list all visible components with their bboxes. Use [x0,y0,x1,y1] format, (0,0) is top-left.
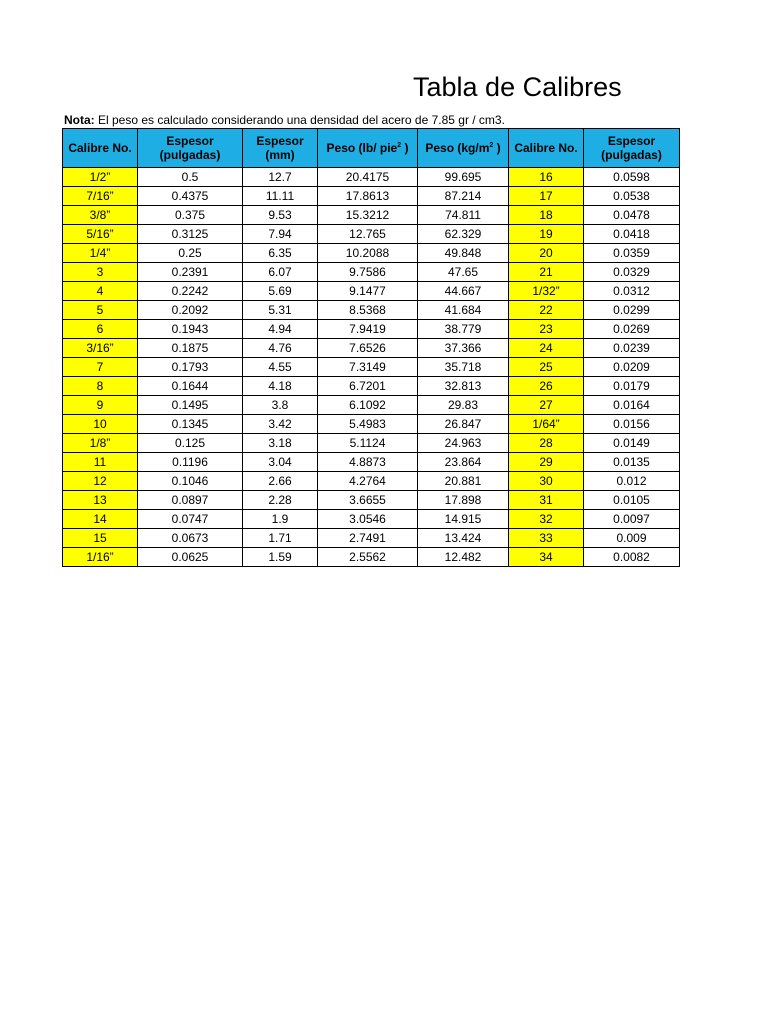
cell-espesor-mm: 1.9 [243,510,318,529]
cell-calibre: 34 [509,548,584,567]
cell-espesor-mm: 2.28 [243,491,318,510]
table-row [63,491,680,510]
table-row [63,244,680,263]
cell-espesor-pulgadas: 0.2242 [138,282,243,301]
cell-espesor-pulgadas: 0.0538 [584,187,680,206]
cell-peso-lb-pie2: 2.5562 [318,548,418,567]
cell-espesor-mm: 12.7 [243,168,318,187]
cell-espesor-mm: 4.94 [243,320,318,339]
table-row [63,301,680,320]
cell-calibre: 3/16” [63,339,138,358]
table-row [63,472,680,491]
cell-calibre: 24 [509,339,584,358]
cell-espesor-pulgadas: 0.0598 [584,168,680,187]
note [64,112,505,128]
gauge-table [62,128,680,567]
cell-peso-lb-pie2: 20.4175 [318,168,418,187]
cell-peso-lb-pie2: 10.2088 [318,244,418,263]
table-row [63,168,680,187]
cell-peso-kg-m2: 12.482 [418,548,509,567]
table-body [63,168,680,567]
cell-espesor-pulgadas: 0.1875 [138,339,243,358]
cell-espesor-pulgadas: 0.0312 [584,282,680,301]
cell-espesor-mm: 4.55 [243,358,318,377]
cell-espesor-pulgadas: 0.1046 [138,472,243,491]
cell-espesor-pulgadas: 0.0164 [584,396,680,415]
header-peso-kg-m2: Peso ($kg/m^2$ ) [418,129,509,168]
cell-espesor-pulgadas: 0.2391 [138,263,243,282]
cell-peso-lb-pie2: 5.4983 [318,415,418,434]
cell-calibre: 15 [63,529,138,548]
table-row [63,434,680,453]
cell-espesor-mm: 2.66 [243,472,318,491]
table-row [63,225,680,244]
cell-peso-kg-m2: 23.864 [418,453,509,472]
cell-peso-lb-pie2: 9.7586 [318,263,418,282]
note-text: El peso es calculado considerando una densidad del acero de 7.85 gr / cm3. [94,113,505,127]
table-row [63,415,680,434]
cell-espesor-pulgadas: 0.012 [584,472,680,491]
cell-peso-lb-pie2: 3.6655 [318,491,418,510]
cell-espesor-pulgadas: 0.009 [584,529,680,548]
cell-calibre: 7 [63,358,138,377]
cell-espesor-pulgadas: 0.0269 [584,320,680,339]
cell-calibre: 22 [509,301,584,320]
cell-espesor-mm: 1.59 [243,548,318,567]
cell-espesor-pulgadas: 0.0179 [584,377,680,396]
cell-peso-kg-m2: 20.881 [418,472,509,491]
header-calibre-1: Calibre No. [63,129,138,168]
cell-calibre: 11 [63,453,138,472]
cell-espesor-pulgadas: 0.0105 [584,491,680,510]
cell-espesor-mm: 5.69 [243,282,318,301]
cell-calibre: 30 [509,472,584,491]
cell-calibre: 28 [509,434,584,453]
cell-peso-kg-m2: 41.684 [418,301,509,320]
cell-calibre: 7/16” [63,187,138,206]
cell-calibre: 5 [63,301,138,320]
cell-calibre: 25 [509,358,584,377]
cell-calibre: 3 [63,263,138,282]
cell-peso-lb-pie2: 7.3149 [318,358,418,377]
cell-espesor-pulgadas: 0.1793 [138,358,243,377]
cell-calibre: 19 [509,225,584,244]
cell-espesor-pulgadas: 0.0478 [584,206,680,225]
cell-espesor-pulgadas: 0.2092 [138,301,243,320]
table-row [63,529,680,548]
cell-calibre: 3/8” [63,206,138,225]
cell-peso-kg-m2: 14.915 [418,510,509,529]
cell-calibre: 1/2” [63,168,138,187]
cell-espesor-pulgadas: 0.0418 [584,225,680,244]
cell-espesor-pulgadas: 0.0239 [584,339,680,358]
cell-peso-kg-m2: 87.214 [418,187,509,206]
cell-peso-lb-pie2: 6.1092 [318,396,418,415]
cell-espesor-pulgadas: 0.1644 [138,377,243,396]
table-row [63,377,680,396]
page-title: Tabla de Calibres [413,72,622,102]
cell-peso-lb-pie2: 15.3212 [318,206,418,225]
cell-peso-kg-m2: 13.424 [418,529,509,548]
table-row [63,320,680,339]
cell-calibre: 17 [509,187,584,206]
cell-calibre: 20 [509,244,584,263]
cell-espesor-pulgadas: 0.0359 [584,244,680,263]
cell-espesor-mm: 11.11 [243,187,318,206]
cell-espesor-pulgadas: 0.0149 [584,434,680,453]
header-peso-lb-pie2: Peso (lb/ pie$^2$ ) [318,129,418,168]
cell-espesor-pulgadas: 0.3125 [138,225,243,244]
header-espesor-pulgadas-2: Espesor (pulgadas) [584,129,680,168]
cell-espesor-pulgadas: 0.125 [138,434,243,453]
cell-espesor-pulgadas: 0.0299 [584,301,680,320]
cell-calibre: 18 [509,206,584,225]
cell-espesor-mm: 5.31 [243,301,318,320]
cell-calibre: 1/8” [63,434,138,453]
header-calibre-2: Calibre No. [509,129,584,168]
table-row [63,453,680,472]
cell-calibre: 10 [63,415,138,434]
cell-calibre: 26 [509,377,584,396]
cell-calibre: 33 [509,529,584,548]
cell-espesor-mm: 7.94 [243,225,318,244]
cell-espesor-pulgadas: 0.0209 [584,358,680,377]
cell-peso-kg-m2: 35.718 [418,358,509,377]
table-row [63,339,680,358]
cell-peso-lb-pie2: 4.2764 [318,472,418,491]
cell-peso-lb-pie2: 2.7491 [318,529,418,548]
cell-espesor-mm: 6.35 [243,244,318,263]
cell-calibre: 1/64” [509,415,584,434]
table-row [63,510,680,529]
cell-peso-kg-m2: 32.813 [418,377,509,396]
cell-peso-lb-pie2: 9.1477 [318,282,418,301]
cell-calibre: 6 [63,320,138,339]
cell-calibre: 1/4” [63,244,138,263]
cell-espesor-pulgadas: 0.1943 [138,320,243,339]
cell-espesor-mm: 9.53 [243,206,318,225]
note-label: Nota: [64,113,95,127]
cell-calibre: 27 [509,396,584,415]
table-header-row [63,129,680,168]
table-row [63,263,680,282]
cell-calibre: 32 [509,510,584,529]
cell-espesor-pulgadas: 0.5 [138,168,243,187]
cell-peso-kg-m2: 99.695 [418,168,509,187]
header-espesor-mm: Espesor (mm) [243,129,318,168]
cell-peso-kg-m2: 24.963 [418,434,509,453]
cell-peso-lb-pie2: 3.0546 [318,510,418,529]
cell-espesor-pulgadas: 0.0897 [138,491,243,510]
cell-espesor-mm: 3.04 [243,453,318,472]
cell-espesor-pulgadas: 0.0673 [138,529,243,548]
cell-espesor-pulgadas: 0.1495 [138,396,243,415]
cell-espesor-pulgadas: 0.0135 [584,453,680,472]
cell-espesor-pulgadas: 0.0082 [584,548,680,567]
cell-peso-kg-m2: 74.811 [418,206,509,225]
cell-calibre: 21 [509,263,584,282]
cell-peso-lb-pie2: 6.7201 [318,377,418,396]
cell-espesor-pulgadas: 0.0329 [584,263,680,282]
cell-espesor-pulgadas: 0.0097 [584,510,680,529]
cell-espesor-pulgadas: 0.1345 [138,415,243,434]
cell-calibre: 16 [509,168,584,187]
cell-peso-lb-pie2: 4.8873 [318,453,418,472]
cell-peso-kg-m2: 44.667 [418,282,509,301]
table-row [63,358,680,377]
cell-espesor-mm: 4.76 [243,339,318,358]
cell-calibre: 1/32” [509,282,584,301]
cell-peso-kg-m2: 38.779 [418,320,509,339]
cell-espesor-mm: 3.18 [243,434,318,453]
cell-peso-lb-pie2: 17.8613 [318,187,418,206]
cell-calibre: 5/16” [63,225,138,244]
table-row [63,206,680,225]
table-row [63,282,680,301]
table-row [63,396,680,415]
cell-espesor-mm: 6.07 [243,263,318,282]
cell-peso-lb-pie2: 7.9419 [318,320,418,339]
cell-espesor-pulgadas: 0.0625 [138,548,243,567]
cell-calibre: 13 [63,491,138,510]
cell-peso-lb-pie2: 5.1124 [318,434,418,453]
cell-espesor-pulgadas: 0.1196 [138,453,243,472]
cell-calibre: 1/16” [63,548,138,567]
cell-espesor-mm: 1.71 [243,529,318,548]
cell-calibre: 8 [63,377,138,396]
cell-peso-lb-pie2: 8.5368 [318,301,418,320]
cell-espesor-pulgadas: 0.375 [138,206,243,225]
cell-calibre: 29 [509,453,584,472]
cell-peso-lb-pie2: 7.6526 [318,339,418,358]
cell-calibre: 9 [63,396,138,415]
cell-peso-kg-m2: 47.65 [418,263,509,282]
cell-espesor-pulgadas: 0.4375 [138,187,243,206]
cell-calibre: 14 [63,510,138,529]
cell-peso-kg-m2: 37.366 [418,339,509,358]
table-row [63,187,680,206]
cell-calibre: 23 [509,320,584,339]
cell-peso-kg-m2: 49.848 [418,244,509,263]
cell-calibre: 12 [63,472,138,491]
cell-peso-kg-m2: 29.83 [418,396,509,415]
cell-peso-lb-pie2: 12.765 [318,225,418,244]
header-espesor-pulgadas-1: Espesor (pulgadas) [138,129,243,168]
cell-espesor-pulgadas: 0.0156 [584,415,680,434]
cell-peso-kg-m2: 17.898 [418,491,509,510]
cell-peso-kg-m2: 26.847 [418,415,509,434]
table-row [63,548,680,567]
cell-espesor-mm: 4.18 [243,377,318,396]
cell-calibre: 31 [509,491,584,510]
cell-calibre: 4 [63,282,138,301]
cell-espesor-mm: 3.8 [243,396,318,415]
cell-espesor-pulgadas: 0.25 [138,244,243,263]
cell-espesor-pulgadas: 0.0747 [138,510,243,529]
cell-espesor-mm: 3.42 [243,415,318,434]
cell-peso-kg-m2: 62.329 [418,225,509,244]
